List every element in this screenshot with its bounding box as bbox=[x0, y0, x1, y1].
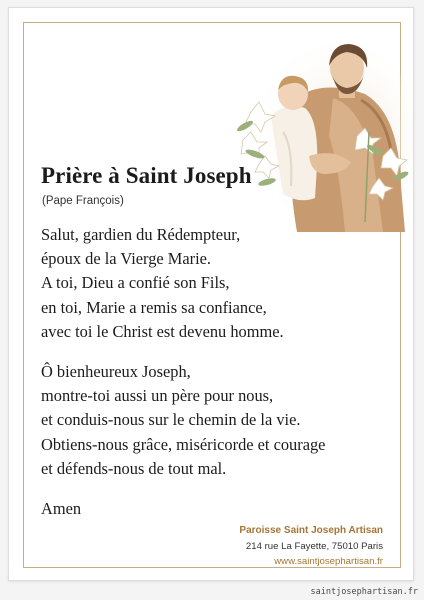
verse-line: A toi, Dieu a confié son Fils, bbox=[41, 273, 230, 293]
prayer-title: Prière à Saint Joseph bbox=[41, 163, 252, 188]
verse-line: Obtiens-nous grâce, miséricorde et courage bbox=[41, 434, 326, 454]
parish-footer bbox=[239, 523, 383, 570]
stanza-2 bbox=[41, 360, 325, 481]
parish-website-link[interactable]: www.saintjosephartisan.fr bbox=[274, 556, 383, 567]
verse-line: époux de la Vierge Marie. bbox=[41, 249, 211, 269]
verse-line: Salut, gardien du Rédempteur, bbox=[41, 225, 241, 244]
parish-address: 214 rue La Fayette, 75010 Paris bbox=[245, 540, 383, 552]
verse-line: Ô bienheureux Joseph, bbox=[41, 362, 191, 381]
verse-line: en toi, Marie a remis sa confiance, bbox=[41, 297, 267, 317]
verse-line: montre-toi aussi un père pour nous, bbox=[41, 386, 274, 406]
prayer-author: (Pape François) bbox=[42, 195, 124, 207]
prayer-card bbox=[8, 7, 414, 581]
parish-name: Paroisse Saint Joseph Artisan bbox=[239, 525, 383, 536]
verse-line: avec toi le Christ est devenu homme. bbox=[41, 321, 284, 341]
verse-line: et conduis-nous sur le chemin de la vie. bbox=[41, 410, 301, 430]
verse-line: et défends-nous de tout mal. bbox=[41, 458, 227, 478]
saint-joseph-illustration-icon bbox=[233, 36, 413, 232]
stanza-1 bbox=[41, 223, 284, 344]
watermark-text: saintjosephartisan.fr bbox=[310, 587, 418, 597]
prayer-closing: Amen bbox=[41, 499, 82, 518]
